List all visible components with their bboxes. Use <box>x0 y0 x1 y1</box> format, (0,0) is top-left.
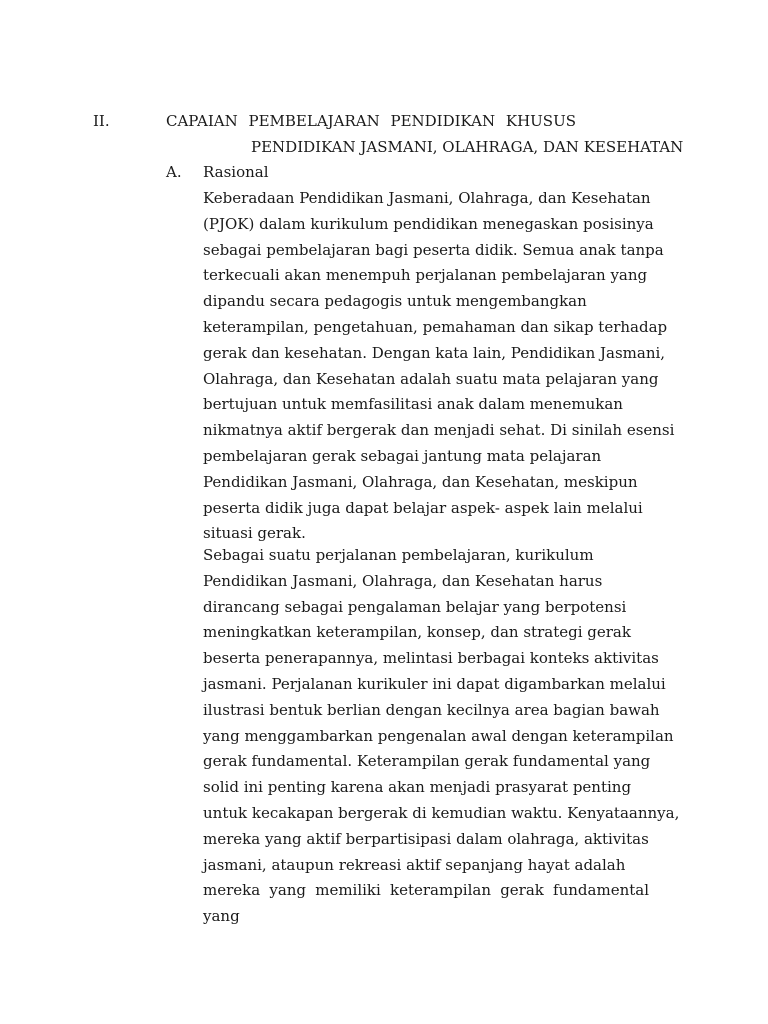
text-line: meningkatkan keterampilan, konsep, dan strategi gerak <box>203 623 631 642</box>
chapter-title-word: PENDIDIKAN <box>390 112 496 130</box>
chapter-title-word: KHUSUS <box>505 112 576 130</box>
text-line: situasi gerak. <box>203 524 306 543</box>
word: gerak <box>500 881 544 900</box>
paragraph-2 <box>203 545 683 932</box>
text-line: ilustrasi bentuk berlian dengan kecilnya area bagian bawah <box>203 700 660 719</box>
text-line: Olahraga, dan Kesehatan adalah suatu mata pelajaran yang <box>203 369 659 388</box>
chapter-title-line2: PENDIDIKAN JASMANI, OLAHRAGA, DAN KESEHATAN <box>251 138 684 156</box>
text-line: (PJOK) dalam kurikulum pendidikan menegaskan posisinya <box>203 214 654 233</box>
word: keterampilan <box>390 881 492 900</box>
chapter-number: II. <box>93 112 110 130</box>
text-line: dipandu secara pedagogis untuk mengembangkan <box>203 292 587 311</box>
chapter-title-line1 <box>166 111 576 131</box>
paragraph-1 <box>203 188 683 549</box>
text-line: jasmani, ataupun rekreasi aktif sepanjang hayat adalah <box>203 855 626 874</box>
word: memiliki <box>315 881 381 900</box>
text-line: untuk kecakapan bergerak di kemudian waktu. Kenyataannya, <box>203 803 680 822</box>
text-line: bertujuan untuk memfasilitasi anak dalam menemukan <box>203 395 623 414</box>
section-letter: A. <box>166 163 182 181</box>
word: mereka <box>203 881 261 900</box>
text-line-justified <box>203 880 649 906</box>
word: yang <box>269 881 307 900</box>
text-line: sebagai pembelajaran bagi peserta didik. Semua anak tanpa <box>203 240 664 259</box>
text-line: nikmatnya aktif bergerak dan menjadi sehat. Di sinilah esensi <box>203 421 675 440</box>
text-line: terkecuali akan menempuh perjalanan pembelajaran yang <box>203 266 648 285</box>
text-line: peserta didik juga dapat belajar aspek- aspek lain melalui <box>203 498 643 517</box>
text-line: Keberadaan Pendidikan Jasmani, Olahraga, dan Kesehatan <box>203 189 651 207</box>
text-line: keterampilan, pengetahuan, pemahaman dan sikap terhadap <box>203 317 668 336</box>
text-line: jasmani. Perjalanan kurikuler ini dapat digambarkan melalui <box>203 674 666 693</box>
text-line: yang <box>203 907 240 926</box>
chapter-title-word: CAPAIAN <box>166 112 238 130</box>
section-title: Rasional <box>203 163 269 181</box>
text-line: yang menggambarkan pengenalan awal dengan keterampilan <box>203 726 674 745</box>
text-line: dirancang sebagai pengalaman belajar yang berpotensi <box>203 597 627 616</box>
text-line: mereka yang aktif berpartisipasi dalam olahraga, aktivitas <box>203 829 649 848</box>
text-line: Pendidikan Jasmani, Olahraga, dan Kesehatan harus <box>203 571 603 590</box>
text-line: beserta penerapannya, melintasi berbagai konteks aktivitas <box>203 649 659 668</box>
text-line: solid ini penting karena akan menjadi prasyarat penting <box>203 778 632 797</box>
text-line: Sebagai suatu perjalanan pembelajaran, kurikulum <box>203 546 594 564</box>
text-line: pembelajaran gerak sebagai jantung mata pelajaran <box>203 446 602 465</box>
text-line: Pendidikan Jasmani, Olahraga, dan Kesehatan, meskipun <box>203 472 638 491</box>
chapter-title-word: PEMBELAJARAN <box>248 112 380 130</box>
text-line: gerak fundamental. Keterampilan gerak fundamental yang <box>203 752 651 771</box>
word: fundamental <box>553 881 649 900</box>
text-line: gerak dan kesehatan. Dengan kata lain, Pendidikan Jasmani, <box>203 343 666 362</box>
